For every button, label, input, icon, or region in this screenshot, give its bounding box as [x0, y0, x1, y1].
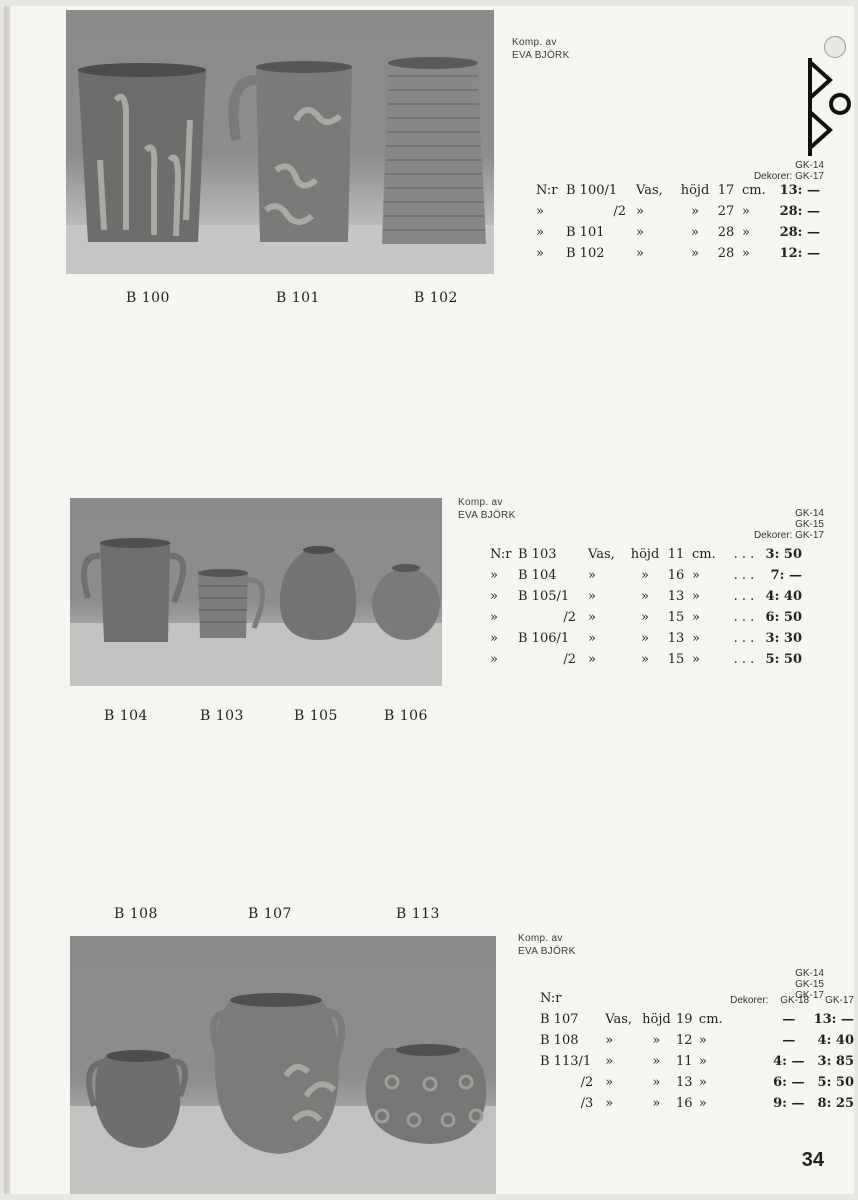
page-number: 34 — [801, 1149, 824, 1171]
decor-code-gk18: GK-18 — [780, 995, 810, 1006]
row-dots: . . . — [733, 631, 755, 646]
decor-code: GK-15 — [795, 519, 824, 530]
row-price: 13: — — [813, 1012, 854, 1027]
caption-b108: B 108 — [114, 906, 158, 922]
table-row — [490, 588, 802, 609]
row-height: 28 — [717, 225, 735, 240]
row-height: 15 — [667, 610, 685, 625]
decor-code: GK-17 — [795, 171, 824, 182]
row-price: 3: 50 — [765, 547, 802, 562]
caption-b101: B 101 — [276, 290, 320, 306]
row-type: » — [636, 204, 644, 219]
row-height: 16 — [676, 1096, 693, 1111]
row-height: 13 — [676, 1075, 693, 1090]
photo-vases-b107-b113 — [70, 936, 496, 1194]
table-row — [490, 651, 802, 672]
table-row — [490, 609, 802, 630]
row-nr: » — [490, 610, 498, 625]
table-row — [490, 630, 802, 651]
row-dots: . . . — [733, 610, 755, 625]
row-height: 12 — [676, 1033, 693, 1048]
row-model: B 105/1 — [518, 589, 570, 604]
table-row — [536, 203, 820, 224]
table-row — [540, 1053, 854, 1074]
row-height-label: » — [691, 204, 699, 219]
row-price: 4: 40 — [765, 589, 802, 604]
price-table-1 — [536, 182, 820, 266]
row-height-label: » — [641, 631, 649, 646]
designer-name: EVA BJÖRK — [458, 510, 516, 521]
caption-b113: B 113 — [396, 906, 440, 922]
row-unit: » — [692, 631, 700, 646]
table-row — [536, 182, 820, 203]
decor-code: GK-14 — [795, 160, 824, 171]
catalog-page — [10, 6, 854, 1194]
row-height: 28 — [717, 246, 735, 261]
caption-b104: B 104 — [104, 708, 148, 724]
row-price-gk18: 9: — — [773, 1096, 805, 1111]
caption-b107: B 107 — [248, 906, 292, 922]
decor-code: GK-14 — [795, 968, 824, 979]
decor-code: GK-17 — [795, 530, 824, 541]
row-nr: » — [536, 204, 544, 219]
row-price: 8: 25 — [817, 1096, 854, 1111]
row-price: 12: — — [779, 246, 820, 261]
row-model: B 113/1 — [540, 1054, 592, 1069]
row-model: /2 — [613, 204, 626, 219]
row-nr: N:r — [536, 183, 558, 198]
row-unit: » — [692, 610, 700, 625]
row-price-gk18: 6: — — [773, 1075, 805, 1090]
caption-b105: B 105 — [294, 708, 338, 724]
row-height-label: » — [641, 652, 649, 667]
row-price: 5: 50 — [817, 1075, 854, 1090]
row-nr: » — [490, 652, 498, 667]
nr-header: N:r — [540, 991, 562, 1006]
row-price: 28: — — [779, 225, 820, 240]
row-height: 17 — [717, 183, 735, 198]
row-type: » — [605, 1033, 614, 1048]
row-nr: » — [536, 225, 544, 240]
table-row — [540, 1095, 854, 1116]
row-model: B 106/1 — [518, 631, 570, 646]
designer-name: EVA BJÖRK — [512, 50, 570, 61]
row-type: » — [588, 589, 596, 604]
dekorer-label: Dekorer: — [753, 171, 793, 182]
row-height-label: » — [641, 568, 649, 583]
row-height: 11 — [667, 547, 685, 562]
row-type: » — [588, 652, 596, 667]
row-model: B 104 — [518, 568, 557, 583]
row-price: 13: — — [779, 183, 820, 198]
row-nr: N:r — [490, 547, 512, 562]
row-nr: » — [490, 568, 498, 583]
row-price: 4: 40 — [817, 1033, 854, 1048]
row-height-label: höjd — [680, 183, 710, 198]
row-height-label: höjd — [630, 547, 660, 562]
row-unit: » — [742, 204, 750, 219]
row-unit: » — [698, 1033, 707, 1048]
row-model: B 102 — [566, 246, 605, 261]
row-dots: . . . — [733, 652, 755, 667]
row-unit: cm. — [692, 547, 716, 562]
row-model: /2 — [563, 610, 576, 625]
row-type: » — [588, 568, 596, 583]
row-model: B 103 — [518, 547, 557, 562]
row-height: 27 — [717, 204, 735, 219]
row-type: » — [588, 610, 596, 625]
decor-code: GK-15 — [795, 979, 824, 990]
row-price-gk18: 4: — — [773, 1054, 805, 1069]
row-model: B 108 — [540, 1033, 579, 1048]
bo-logo — [806, 52, 852, 162]
row-dots: . . . — [733, 568, 755, 583]
table-row — [540, 1032, 854, 1053]
row-height-label: » — [691, 225, 699, 240]
row-height-label: » — [641, 610, 649, 625]
row-height-label: » — [652, 1054, 661, 1069]
row-nr: » — [490, 631, 498, 646]
row-model: /2 — [563, 652, 576, 667]
row-price: 3: 85 — [817, 1054, 854, 1069]
row-unit: » — [698, 1075, 707, 1090]
row-model: B 100/1 — [566, 183, 618, 198]
row-type: » — [636, 246, 644, 261]
row-unit: » — [742, 225, 750, 240]
row-height: 13 — [667, 631, 685, 646]
row-model: B 101 — [566, 225, 605, 240]
komp-label: Komp. av — [518, 933, 563, 944]
row-height-label: » — [652, 1096, 661, 1111]
row-height-label: höjd — [642, 1012, 671, 1027]
caption-b102: B 102 — [414, 290, 458, 306]
row-price-gk18: — — [782, 1012, 796, 1027]
row-unit: » — [692, 589, 700, 604]
row-price: 6: 50 — [765, 610, 802, 625]
row-model: B 107 — [540, 1012, 579, 1027]
table-row — [536, 224, 820, 245]
photo-vases-b103-b106 — [70, 498, 442, 686]
row-height: 11 — [676, 1054, 693, 1069]
row-unit: » — [742, 246, 750, 261]
row-dots: . . . — [733, 547, 755, 562]
designer-name: EVA BJÖRK — [518, 946, 576, 957]
row-price: 3: 30 — [765, 631, 802, 646]
row-height-label: » — [652, 1033, 661, 1048]
photo-vases-b100-b102 — [66, 10, 494, 274]
table-row — [490, 546, 802, 567]
dekorer-label: Dekorer: — [730, 995, 769, 1006]
table-row — [490, 567, 802, 588]
row-price-gk18: — — [782, 1033, 796, 1048]
caption-b106: B 106 — [384, 708, 428, 724]
row-price: 5: 50 — [765, 652, 802, 667]
row-height-label: » — [641, 589, 649, 604]
caption-b100: B 100 — [126, 290, 170, 306]
row-unit: » — [692, 568, 700, 583]
price-table-3 — [540, 990, 854, 1116]
row-unit: » — [692, 652, 700, 667]
row-type: Vas, — [605, 1012, 633, 1027]
row-type: Vas, — [636, 183, 663, 198]
dekorer-label: Dekorer: — [753, 530, 793, 541]
row-height: 15 — [667, 652, 685, 667]
row-height-label: » — [652, 1075, 661, 1090]
table-row — [540, 1074, 854, 1095]
row-type: » — [636, 225, 644, 240]
table-row — [540, 1011, 854, 1032]
row-unit: cm. — [698, 1012, 723, 1027]
decor-code: GK-14 — [795, 508, 824, 519]
decor-code: GK-17 — [795, 990, 824, 1001]
komp-label: Komp. av — [458, 497, 503, 508]
row-model: /3 — [580, 1096, 594, 1111]
row-height: 19 — [676, 1012, 693, 1027]
row-price: 28: — — [779, 204, 820, 219]
row-unit: cm. — [742, 183, 766, 198]
row-unit: » — [698, 1054, 707, 1069]
row-nr: » — [490, 589, 498, 604]
row-dots: . . . — [733, 589, 755, 604]
row-model: /2 — [580, 1075, 594, 1090]
row-type: » — [588, 631, 596, 646]
row-nr: » — [536, 246, 544, 261]
price-table-2 — [490, 546, 802, 672]
row-unit: » — [698, 1096, 707, 1111]
row-height: 16 — [667, 568, 685, 583]
row-type: » — [605, 1096, 614, 1111]
row-type: Vas, — [588, 547, 615, 562]
table-row — [536, 245, 820, 266]
row-price: 7: — — [770, 568, 802, 583]
komp-label: Komp. av — [512, 37, 557, 48]
row-type: » — [605, 1075, 614, 1090]
caption-b103: B 103 — [200, 708, 244, 724]
decor-code: GK-17 — [825, 995, 854, 1006]
row-type: » — [605, 1054, 614, 1069]
row-height: 13 — [667, 589, 685, 604]
row-height-label: » — [691, 246, 699, 261]
